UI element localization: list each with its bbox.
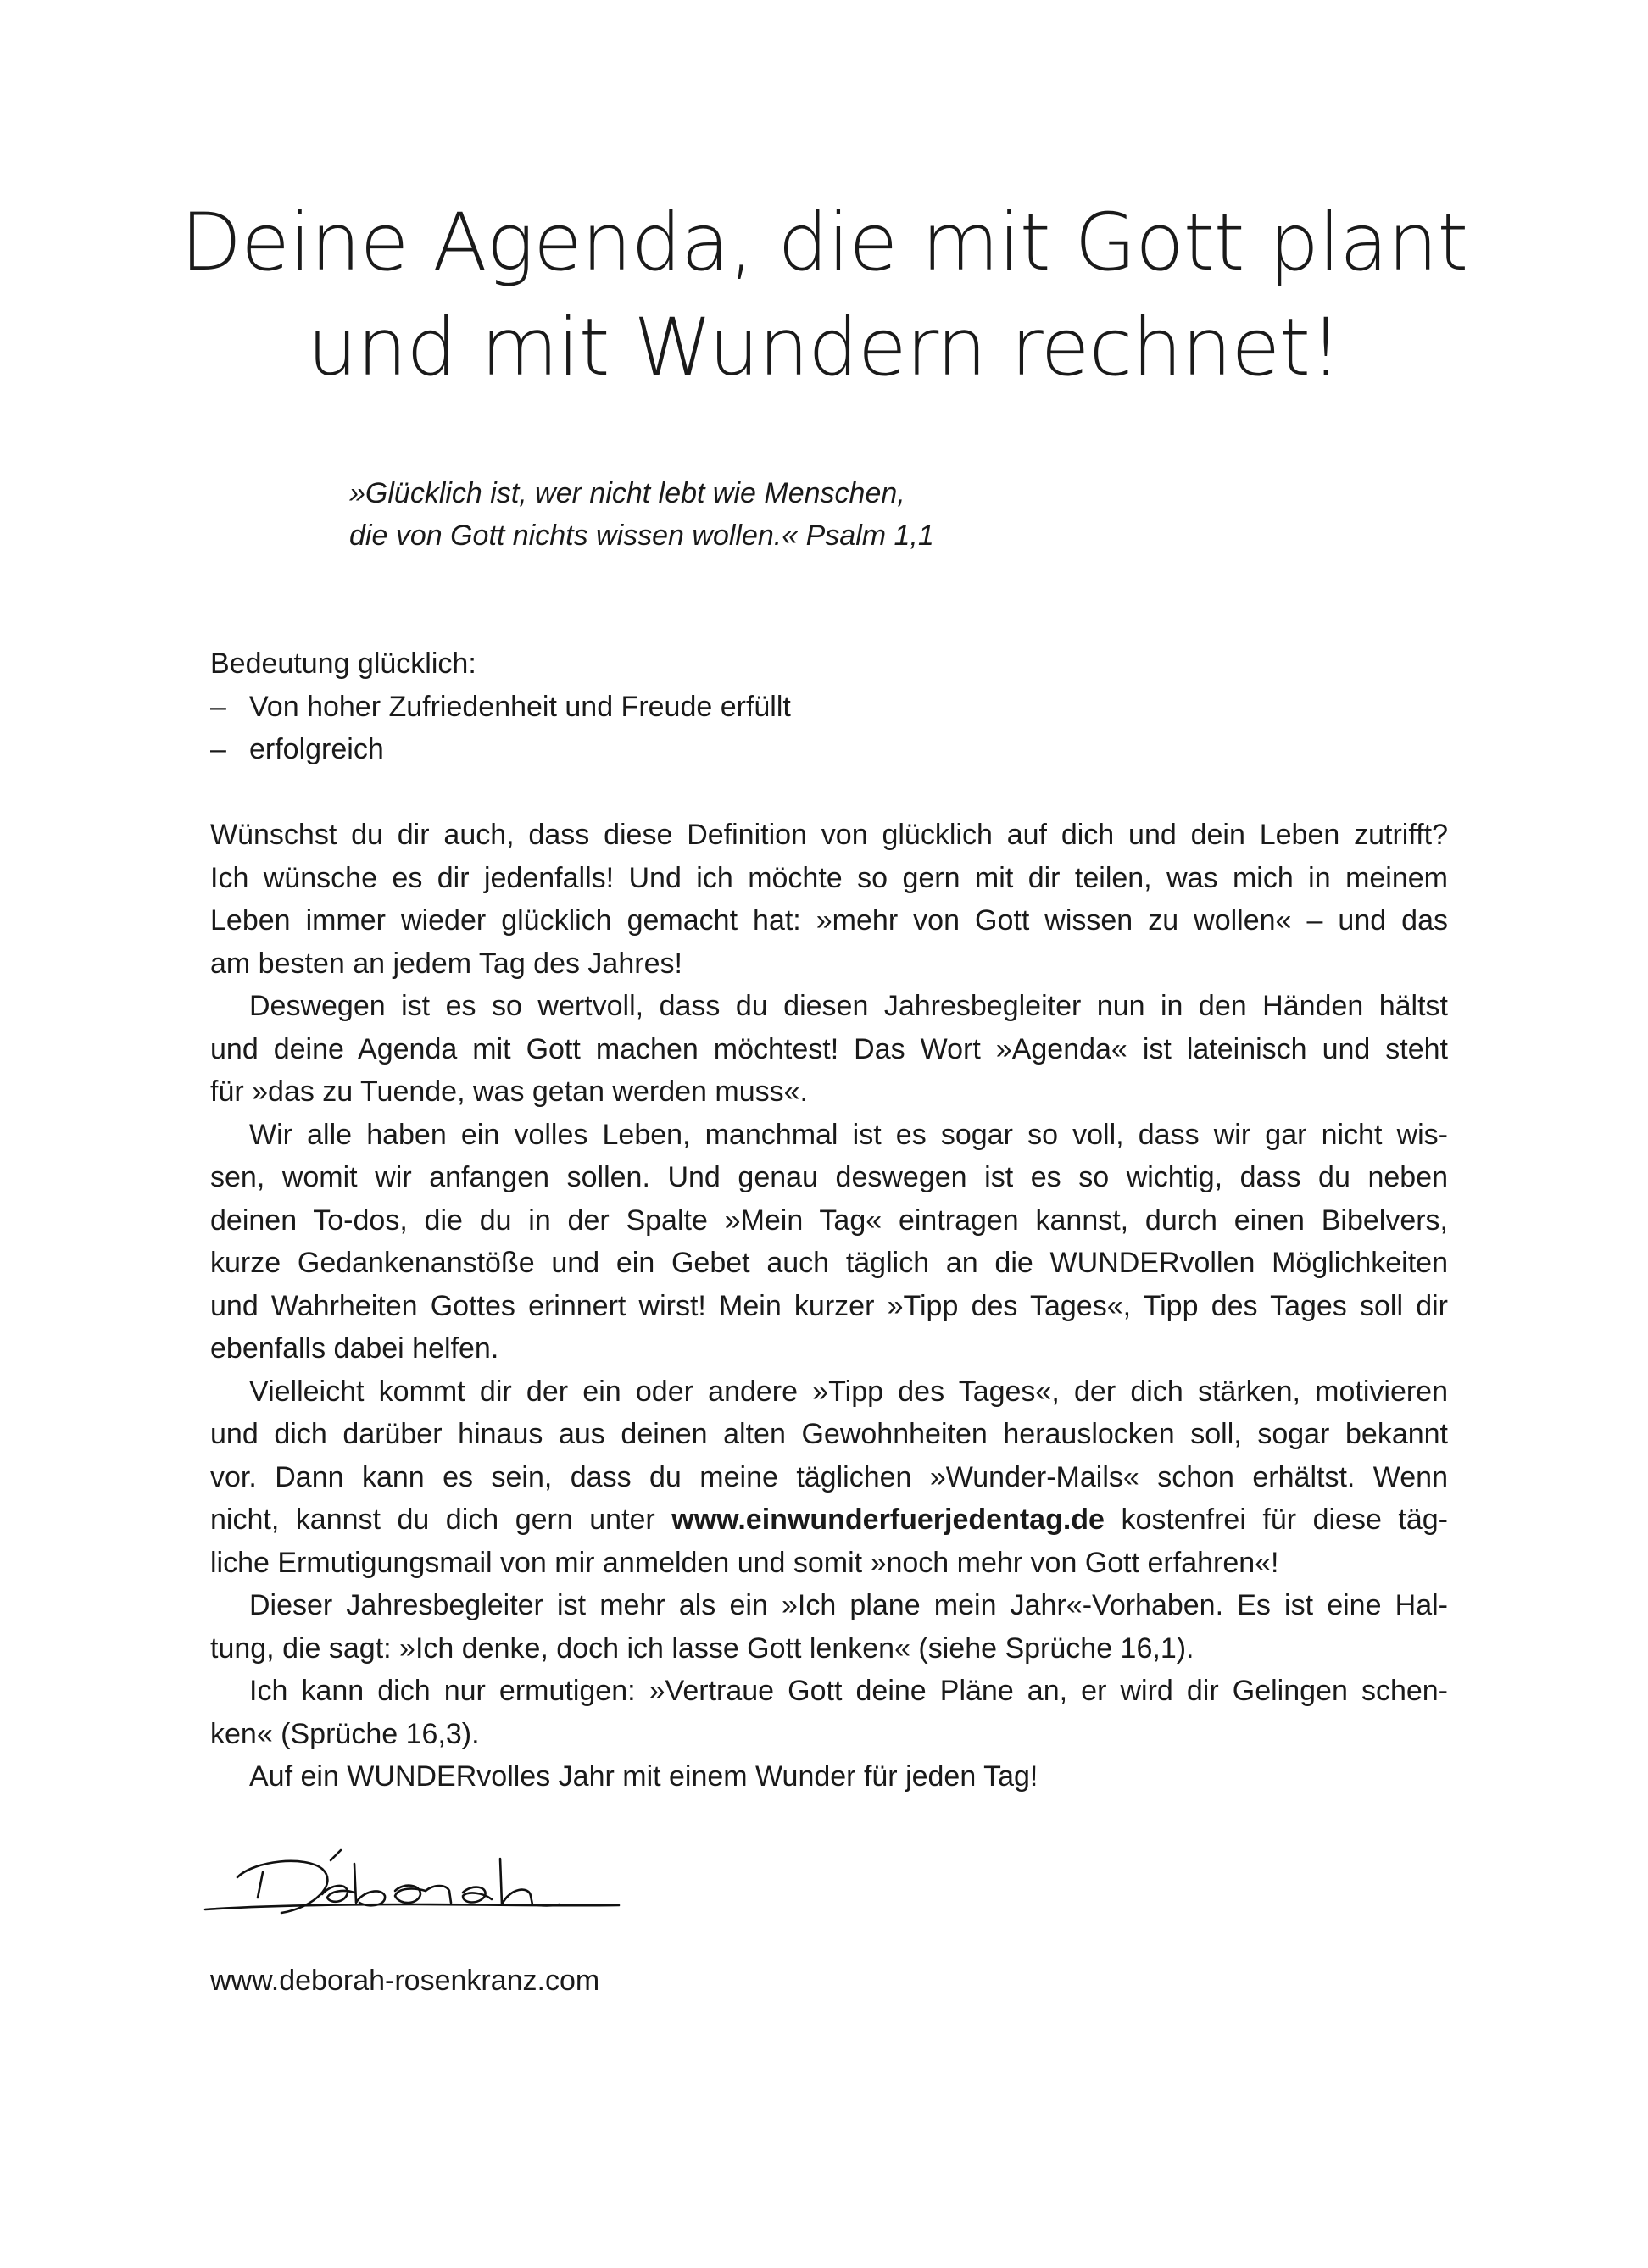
text-line: liche Ermutigungsmail von mir anmelden und somit »noch mehr von Gott erfahren«! — [210, 1546, 1279, 1579]
meaning-item — [210, 728, 1448, 771]
quote-line-2: die von Gott nichts wissen wollen.« Psalm 1,1 — [349, 520, 934, 552]
text-line: vor. Dann kann es sein, dass du meine täglichen »Wunder-Mails« schon erhältst. Wenn — [210, 1460, 1448, 1493]
text-line: tung, die sagt: »Ich denke, doch ich lasse Gott lenken« (siehe Sprüche 16,1). — [210, 1632, 1194, 1665]
quote-line-1: »Glücklich ist, wer nicht lebt wie Menschen, — [349, 477, 905, 509]
signature-image — [203, 1843, 644, 1945]
dash-marker: – — [210, 733, 226, 765]
title-line-2: und mit Wundern rechnet! — [307, 302, 1341, 394]
page-title — [0, 191, 1648, 401]
title-line-1: Deine Agenda, die mit Gott plant — [180, 197, 1468, 289]
text-fragment: kostenfrei für diese täg- — [1104, 1504, 1448, 1536]
text-line: sen, womit wir anfangen sollen. Und genau deswegen ist es so wichtig, dass du neben — [210, 1161, 1448, 1193]
text-line: Leben immer wieder glücklich gemacht hat: »mehr von Gott wissen zu wollen« – und das — [210, 904, 1448, 937]
website-link-einwunder[interactable]: www.einwunderfuerjedentag.de — [671, 1504, 1105, 1536]
text-line: Ich wünsche es dir jedenfalls! Und ich möchte so gern mit dir teilen, was mich in meinem — [210, 861, 1448, 894]
text-line: und dich darüber hinaus aus deinen alten Gewohnheiten herauslocken soll, sogar bekannt — [210, 1418, 1448, 1450]
meaning-heading: Bedeutung glücklich: — [210, 648, 476, 680]
paragraph-7 — [210, 1755, 1448, 1798]
text-line-with-link — [210, 1498, 1448, 1542]
text-line: deinen To-dos, die du in der Spalte »Mein Tag« eintragen kannst, durch einen Bibelvers, — [210, 1203, 1448, 1237]
meaning-section — [210, 642, 1448, 771]
text-line: Wünschst du dir auch, dass diese Definition von glücklich auf dich und dein Leben zutrifft? — [210, 819, 1448, 851]
text-line: Ich kann dich nur ermutigen: »Vertraue Gott deine Pläne an, er wird dir Gelingen schen- — [249, 1675, 1448, 1707]
dash-marker: – — [210, 690, 226, 723]
text-line: kurze Gedankenanstöße und ein Gebet auch täglich an die WUNDERvollen Möglichkeiten — [210, 1247, 1448, 1279]
text-line: ken« (Sprüche 16,3). — [210, 1717, 480, 1750]
text-line: am besten an jedem Tag des Jahres! — [210, 947, 682, 980]
author-website[interactable]: www.deborah-rosenkranz.com — [210, 1965, 600, 1997]
text-line: für »das zu Tuende, was getan werden muss«. — [210, 1076, 808, 1108]
text-line: Vielleicht kommt dir der ein oder andere »Tipp des Tages«, der dich stärken, motivieren — [249, 1375, 1448, 1408]
bible-quote — [349, 472, 1451, 557]
paragraph-1 — [210, 814, 1448, 985]
text-line: Auf ein WUNDERvolles Jahr mit einem Wunder für jeden Tag! — [249, 1760, 1038, 1793]
paragraph-2 — [210, 985, 1448, 1114]
text-line: Wir alle haben ein volles Leben, manchmal ist es sogar so voll, dass wir gar nicht wis- — [249, 1118, 1448, 1151]
meaning-item — [210, 686, 1448, 729]
paragraph-6 — [210, 1670, 1448, 1755]
paragraph-4 — [210, 1370, 1448, 1585]
body-text — [210, 814, 1448, 1798]
text-line: Deswegen ist es so wertvoll, dass du diesen Jahresbegleiter nun in den Händen hältst — [249, 990, 1448, 1022]
text-line: Dieser Jahresbegleiter ist mehr als ein »Ich plane mein Jahr«-Vorhaben. Es ist eine Hal- — [249, 1589, 1448, 1621]
text-line: ebenfalls dabei helfen. — [210, 1332, 499, 1365]
paragraph-3 — [210, 1114, 1448, 1370]
meaning-item-text: Von hoher Zufriedenheit und Freude erfüllt — [249, 690, 791, 723]
meaning-item-text: erfolgreich — [249, 733, 384, 765]
paragraph-5 — [210, 1584, 1448, 1670]
text-line: und deine Agenda mit Gott machen möchtest! Das Wort »Agenda« ist lateinisch und steht — [210, 1032, 1448, 1065]
text-fragment: nicht, kannst du dich gern unter — [210, 1504, 672, 1536]
text-line: und Wahrheiten Gottes erinnert wirst! Mein kurzer »Tipp des Tages«, Tipp des Tages soll dir — [210, 1289, 1448, 1322]
